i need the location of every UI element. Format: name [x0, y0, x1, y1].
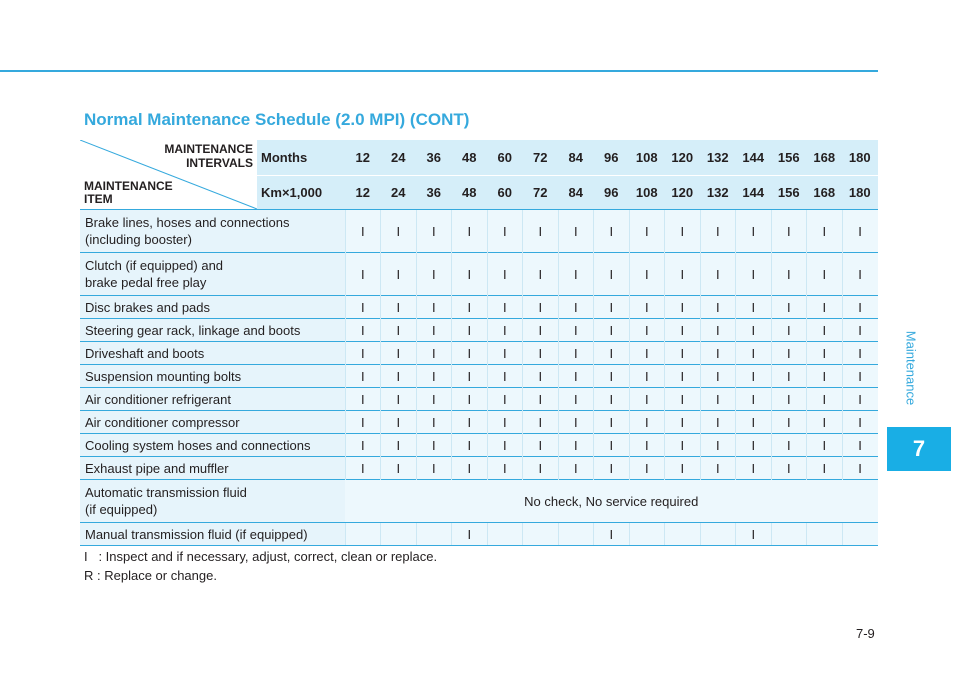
- schedule-cell: I: [381, 434, 417, 457]
- km-interval-cell: 108: [629, 176, 665, 210]
- schedule-cell: [807, 523, 843, 546]
- km-interval-cell: 48: [452, 176, 488, 210]
- header-corner-cell: [80, 140, 257, 210]
- schedule-cell: I: [523, 296, 559, 319]
- schedule-cell: I: [807, 210, 843, 253]
- months-interval-cell: 96: [594, 140, 630, 176]
- item-name-line: Manual transmission fluid (if equipped): [85, 526, 308, 542]
- schedule-cell: I: [523, 411, 559, 434]
- schedule-cell: I: [665, 253, 701, 296]
- km-interval-cell: 12: [345, 176, 381, 210]
- schedule-cell: I: [452, 434, 488, 457]
- maintenance-item-name: [80, 388, 345, 411]
- item-name-line: Disc brakes and pads: [85, 299, 211, 315]
- schedule-cell: I: [700, 319, 736, 342]
- schedule-cell: I: [345, 457, 381, 480]
- schedule-cell: I: [452, 210, 488, 253]
- schedule-cell: I: [629, 319, 665, 342]
- schedule-row: [80, 457, 878, 480]
- schedule-cell: I: [416, 319, 452, 342]
- item-name-line: Air conditioner refrigerant: [85, 391, 231, 407]
- schedule-cell: I: [452, 457, 488, 480]
- schedule-row: [80, 411, 878, 434]
- schedule-cell: I: [700, 296, 736, 319]
- schedule-cell: I: [487, 210, 523, 253]
- maintenance-item-name: [80, 342, 345, 365]
- schedule-cell: I: [771, 457, 807, 480]
- km-interval-cell: 144: [736, 176, 772, 210]
- schedule-cell: I: [736, 342, 772, 365]
- schedule-cell: [345, 523, 381, 546]
- schedule-cell: I: [381, 457, 417, 480]
- schedule-cell: I: [665, 457, 701, 480]
- item-name-line: Cooling system hoses and connections: [85, 437, 311, 453]
- maintenance-item-name: [80, 296, 345, 319]
- section-side-label: Maintenance: [903, 330, 919, 405]
- schedule-cell: I: [487, 319, 523, 342]
- schedule-cell: I: [381, 411, 417, 434]
- schedule-cell: I: [736, 210, 772, 253]
- schedule-cell: I: [416, 457, 452, 480]
- schedule-cell: I: [842, 296, 878, 319]
- months-interval-cell: 108: [629, 140, 665, 176]
- schedule-cell: I: [842, 210, 878, 253]
- months-interval-cell: 48: [452, 140, 488, 176]
- schedule-cell: I: [523, 342, 559, 365]
- item-name-line: Steering gear rack, linkage and boots: [85, 322, 301, 338]
- schedule-cell: I: [771, 210, 807, 253]
- schedule-cell: I: [736, 365, 772, 388]
- schedule-cell: I: [487, 457, 523, 480]
- item-name-line: brake pedal free play: [85, 275, 207, 290]
- schedule-cell: I: [665, 296, 701, 319]
- schedule-cell: I: [665, 319, 701, 342]
- schedule-cell: I: [452, 296, 488, 319]
- schedule-cell: I: [558, 434, 594, 457]
- schedule-cell: I: [452, 411, 488, 434]
- legend-inspect: I : Inspect and if necessary, adjust, correct, clean or replace.: [84, 549, 438, 564]
- months-interval-cell: 60: [487, 140, 523, 176]
- km-interval-cell: 60: [487, 176, 523, 210]
- chapter-tab[interactable]: 7: [887, 427, 951, 471]
- maintenance-item-name: [80, 411, 345, 434]
- km-interval-cell: 96: [594, 176, 630, 210]
- schedule-cell: I: [487, 365, 523, 388]
- schedule-cell: I: [629, 434, 665, 457]
- schedule-row: [80, 365, 878, 388]
- schedule-cell: I: [416, 434, 452, 457]
- schedule-cell: I: [523, 365, 559, 388]
- schedule-cell: I: [594, 296, 630, 319]
- schedule-cell: I: [594, 342, 630, 365]
- schedule-cell: I: [487, 411, 523, 434]
- maintenance-schedule-table: [80, 140, 878, 546]
- schedule-cell: I: [771, 411, 807, 434]
- item-name-line: Air conditioner compressor: [85, 414, 240, 430]
- schedule-cell: I: [629, 342, 665, 365]
- schedule-cell: I: [594, 434, 630, 457]
- months-interval-cell: 24: [381, 140, 417, 176]
- no-service-note: No check, No service required: [345, 480, 878, 523]
- schedule-cell: I: [558, 319, 594, 342]
- intervals-header-label: MAINTENANCE INTERVALS: [164, 142, 253, 170]
- page-title: Normal Maintenance Schedule (2.0 MPI) (CONT): [84, 110, 470, 129]
- schedule-cell: I: [629, 253, 665, 296]
- maintenance-item-name: [80, 457, 345, 480]
- km-interval-cell: 72: [523, 176, 559, 210]
- schedule-cell: I: [665, 210, 701, 253]
- months-interval-cell: 180: [842, 140, 878, 176]
- header-row-months: [80, 140, 878, 176]
- schedule-cell: I: [700, 411, 736, 434]
- schedule-cell: I: [771, 319, 807, 342]
- schedule-cell: I: [594, 457, 630, 480]
- schedule-cell: I: [807, 434, 843, 457]
- item-name-line: Suspension mounting bolts: [85, 368, 242, 384]
- months-interval-cell: 156: [771, 140, 807, 176]
- schedule-cell: I: [771, 253, 807, 296]
- schedule-cell: I: [629, 365, 665, 388]
- schedule-cell: I: [665, 434, 701, 457]
- schedule-cell: I: [381, 296, 417, 319]
- schedule-row: [80, 523, 878, 546]
- schedule-cell: I: [807, 319, 843, 342]
- item-name-line: Brake lines, hoses and connections: [85, 215, 290, 230]
- months-interval-cell: 36: [416, 140, 452, 176]
- schedule-cell: I: [416, 411, 452, 434]
- item-name-line: Driveshaft and boots: [85, 345, 205, 361]
- schedule-cell: I: [807, 365, 843, 388]
- schedule-cell: I: [523, 319, 559, 342]
- schedule-cell: I: [736, 411, 772, 434]
- schedule-cell: I: [807, 342, 843, 365]
- schedule-cell: I: [558, 342, 594, 365]
- schedule-cell: I: [416, 365, 452, 388]
- schedule-cell: I: [523, 388, 559, 411]
- schedule-cell: I: [665, 365, 701, 388]
- schedule-cell: I: [487, 253, 523, 296]
- months-interval-cell: 132: [700, 140, 736, 176]
- schedule-cell: I: [700, 365, 736, 388]
- maintenance-item-name: [80, 523, 345, 546]
- maintenance-item-name: [80, 365, 345, 388]
- schedule-cell: I: [771, 388, 807, 411]
- maintenance-item-name: [80, 319, 345, 342]
- km-interval-cell: 180: [842, 176, 878, 210]
- schedule-cell: I: [736, 457, 772, 480]
- schedule-cell: I: [629, 411, 665, 434]
- schedule-cell: I: [381, 365, 417, 388]
- schedule-cell: I: [381, 210, 417, 253]
- maintenance-item-name: [80, 480, 345, 523]
- schedule-cell: [487, 523, 523, 546]
- schedule-cell: I: [771, 342, 807, 365]
- schedule-cell: [381, 523, 417, 546]
- schedule-cell: I: [807, 296, 843, 319]
- schedule-cell: I: [558, 411, 594, 434]
- schedule-cell: I: [665, 411, 701, 434]
- schedule-cell: I: [807, 388, 843, 411]
- schedule-cell: I: [416, 253, 452, 296]
- months-interval-cell: 12: [345, 140, 381, 176]
- page-number: 7-9: [856, 626, 875, 641]
- months-interval-cell: 168: [807, 140, 843, 176]
- item-name-line: Clutch (if equipped) and: [85, 258, 224, 273]
- schedule-cell: I: [381, 319, 417, 342]
- schedule-cell: I: [345, 296, 381, 319]
- maintenance-item-name: [80, 434, 345, 457]
- schedule-cell: I: [452, 388, 488, 411]
- schedule-cell: I: [345, 253, 381, 296]
- schedule-cell: I: [807, 253, 843, 296]
- schedule-cell: I: [736, 523, 772, 546]
- schedule-cell: I: [842, 253, 878, 296]
- item-header-label: MAINTENANCE ITEM: [84, 179, 173, 206]
- schedule-cell: I: [345, 365, 381, 388]
- schedule-cell: I: [523, 210, 559, 253]
- schedule-row: [80, 434, 878, 457]
- schedule-cell: I: [736, 388, 772, 411]
- km-interval-cell: 84: [558, 176, 594, 210]
- schedule-cell: I: [345, 411, 381, 434]
- schedule-cell: I: [736, 296, 772, 319]
- item-name-line: Exhaust pipe and muffler: [85, 460, 229, 476]
- schedule-cell: [558, 523, 594, 546]
- months-label: Months: [257, 140, 345, 176]
- schedule-cell: I: [842, 319, 878, 342]
- schedule-row: [80, 319, 878, 342]
- schedule-cell: [416, 523, 452, 546]
- schedule-row: [80, 480, 878, 523]
- schedule-cell: I: [558, 457, 594, 480]
- schedule-cell: I: [594, 319, 630, 342]
- schedule-cell: I: [807, 411, 843, 434]
- schedule-row: [80, 296, 878, 319]
- maintenance-item-name: [80, 210, 345, 253]
- schedule-cell: I: [842, 342, 878, 365]
- schedule-cell: [629, 523, 665, 546]
- km-interval-cell: 120: [665, 176, 701, 210]
- schedule-cell: I: [700, 388, 736, 411]
- km-interval-cell: 36: [416, 176, 452, 210]
- schedule-cell: [665, 523, 701, 546]
- schedule-cell: I: [594, 523, 630, 546]
- schedule-cell: I: [700, 434, 736, 457]
- schedule-cell: I: [345, 434, 381, 457]
- schedule-cell: I: [594, 253, 630, 296]
- schedule-cell: I: [700, 342, 736, 365]
- schedule-cell: I: [594, 365, 630, 388]
- schedule-cell: I: [487, 434, 523, 457]
- schedule-row: [80, 342, 878, 365]
- schedule-cell: I: [807, 457, 843, 480]
- schedule-cell: I: [416, 210, 452, 253]
- schedule-cell: I: [523, 253, 559, 296]
- schedule-cell: [700, 523, 736, 546]
- schedule-cell: I: [736, 253, 772, 296]
- months-interval-cell: 120: [665, 140, 701, 176]
- schedule-cell: I: [629, 296, 665, 319]
- schedule-cell: I: [523, 434, 559, 457]
- schedule-cell: I: [700, 210, 736, 253]
- months-interval-cell: 84: [558, 140, 594, 176]
- schedule-cell: I: [700, 253, 736, 296]
- schedule-cell: I: [629, 457, 665, 480]
- schedule-cell: I: [416, 388, 452, 411]
- schedule-cell: I: [842, 434, 878, 457]
- schedule-cell: [771, 523, 807, 546]
- schedule-cell: I: [665, 388, 701, 411]
- schedule-row: [80, 210, 878, 253]
- schedule-row: [80, 253, 878, 296]
- maintenance-item-name: [80, 253, 345, 296]
- item-name-line: (including booster): [85, 232, 192, 247]
- schedule-cell: I: [381, 253, 417, 296]
- schedule-cell: I: [416, 296, 452, 319]
- top-rule: [0, 70, 878, 72]
- km-interval-cell: 132: [700, 176, 736, 210]
- schedule-cell: I: [736, 434, 772, 457]
- schedule-cell: I: [594, 388, 630, 411]
- km-interval-cell: 156: [771, 176, 807, 210]
- schedule-cell: I: [487, 388, 523, 411]
- schedule-cell: I: [771, 434, 807, 457]
- schedule-cell: I: [842, 411, 878, 434]
- schedule-cell: I: [345, 388, 381, 411]
- schedule-cell: I: [629, 388, 665, 411]
- schedule-cell: I: [558, 365, 594, 388]
- schedule-cell: I: [594, 210, 630, 253]
- schedule-cell: I: [452, 342, 488, 365]
- schedule-cell: I: [665, 342, 701, 365]
- schedule-cell: [523, 523, 559, 546]
- item-name-line: Automatic transmission fluid: [85, 485, 247, 500]
- months-interval-cell: 72: [523, 140, 559, 176]
- schedule-cell: I: [629, 210, 665, 253]
- km-interval-cell: 24: [381, 176, 417, 210]
- schedule-cell: [842, 523, 878, 546]
- schedule-cell: I: [700, 457, 736, 480]
- schedule-cell: I: [452, 523, 488, 546]
- schedule-cell: I: [842, 457, 878, 480]
- schedule-cell: I: [523, 457, 559, 480]
- schedule-cell: I: [381, 388, 417, 411]
- schedule-cell: I: [771, 296, 807, 319]
- schedule-cell: I: [558, 388, 594, 411]
- schedule-cell: I: [452, 365, 488, 388]
- item-name-line: (if equipped): [85, 502, 158, 517]
- schedule-cell: I: [558, 253, 594, 296]
- km-interval-cell: 168: [807, 176, 843, 210]
- schedule-cell: I: [842, 388, 878, 411]
- schedule-cell: I: [842, 365, 878, 388]
- schedule-cell: I: [487, 342, 523, 365]
- schedule-cell: I: [771, 365, 807, 388]
- schedule-cell: I: [487, 296, 523, 319]
- months-interval-cell: 144: [736, 140, 772, 176]
- km-label: Km×1,000: [257, 176, 345, 210]
- schedule-cell: I: [345, 210, 381, 253]
- schedule-row: [80, 388, 878, 411]
- schedule-cell: I: [558, 296, 594, 319]
- schedule-cell: I: [345, 319, 381, 342]
- schedule-cell: I: [736, 319, 772, 342]
- schedule-cell: I: [416, 342, 452, 365]
- legend-replace: R : Replace or change.: [84, 568, 217, 583]
- schedule-cell: I: [452, 253, 488, 296]
- schedule-cell: I: [558, 210, 594, 253]
- schedule-cell: I: [452, 319, 488, 342]
- schedule-cell: I: [381, 342, 417, 365]
- schedule-cell: I: [594, 411, 630, 434]
- schedule-cell: I: [345, 342, 381, 365]
